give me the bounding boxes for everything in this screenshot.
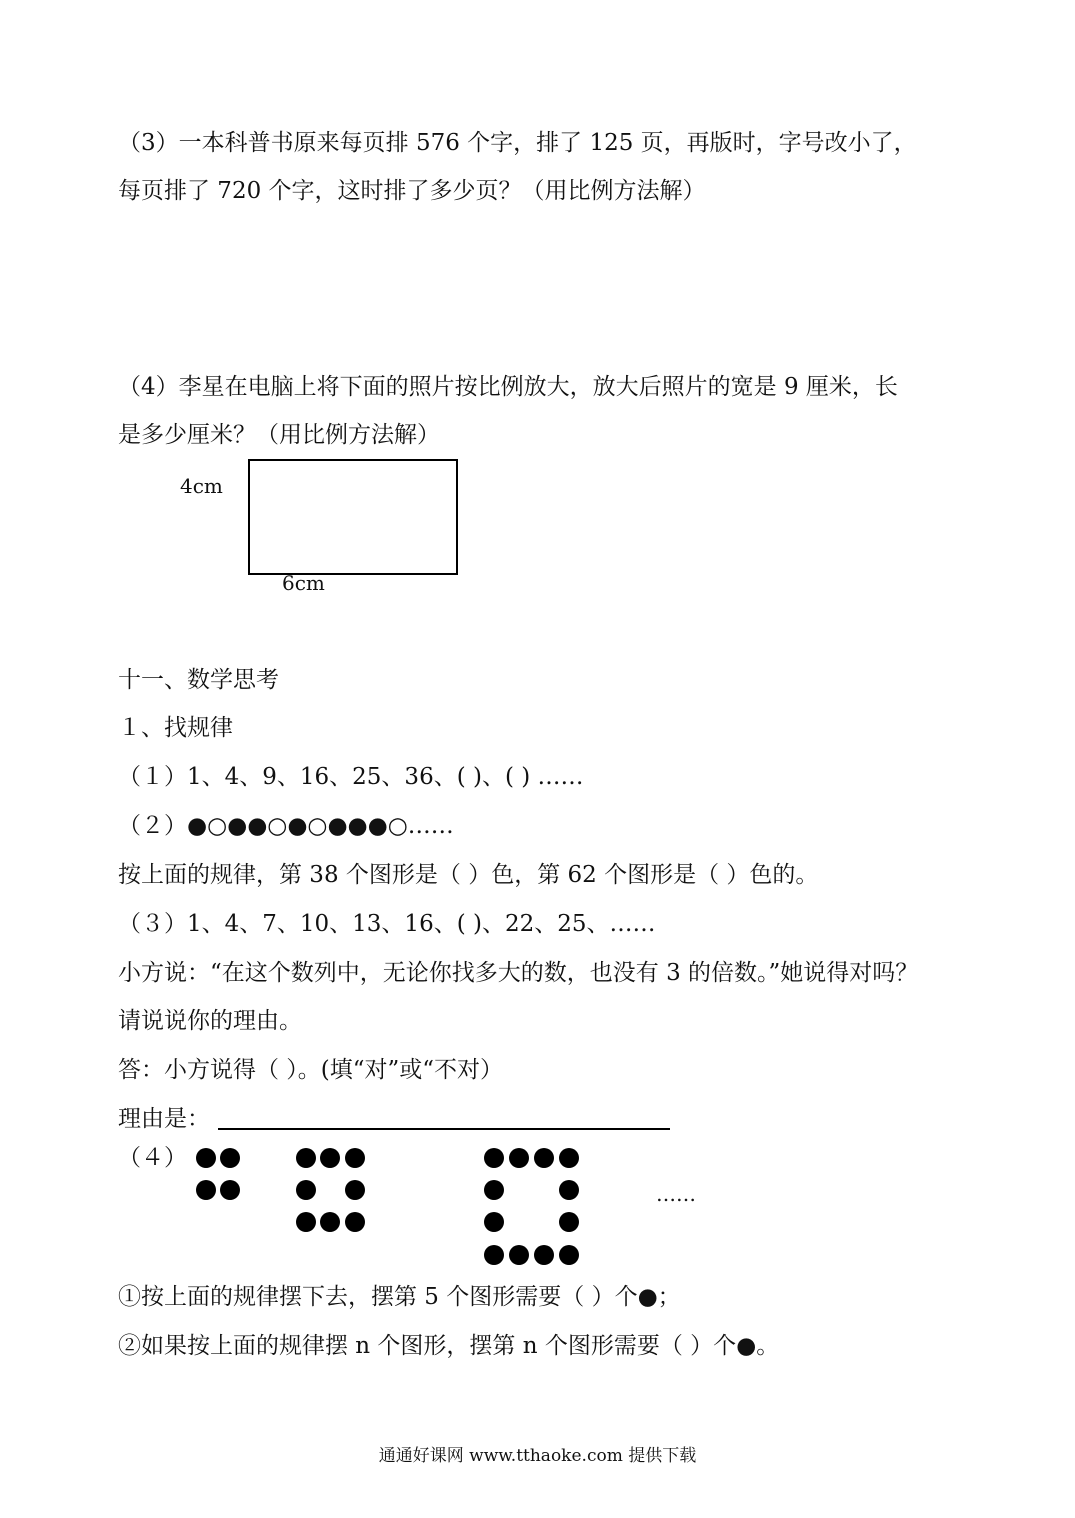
dot [484, 1245, 504, 1265]
pattern-3-answer: 答：小方说得（ ）。(填“对”或“不对） [118, 1057, 504, 1083]
pattern-4-question-2: ②如果按上面的规律摆 n 个图形，摆第 n 个图形需要（ ）个●。 [118, 1333, 780, 1359]
dot [484, 1180, 504, 1200]
photo-length-label: 6cm [282, 571, 325, 595]
dot [484, 1148, 504, 1168]
dot [345, 1148, 365, 1168]
pattern-3-ask: 请说说你的理由。 [118, 1008, 302, 1034]
subsection-title: １、找规律 [118, 715, 233, 741]
dot-figure-ellipsis: …… [656, 1182, 696, 1206]
dot [320, 1148, 340, 1168]
dot [559, 1180, 579, 1200]
dot [320, 1212, 340, 1232]
dot [296, 1212, 316, 1232]
reason-answer-line [218, 1128, 670, 1130]
photo-width-label: 4cm [180, 474, 223, 498]
question-4-line-2: 是多少厘米？（用比例方法解） [118, 422, 440, 448]
dot [345, 1212, 365, 1232]
dot [559, 1212, 579, 1232]
dot [534, 1245, 554, 1265]
dot [296, 1180, 316, 1200]
dot [196, 1180, 216, 1200]
dot [296, 1148, 316, 1168]
dot [220, 1180, 240, 1200]
dot [220, 1148, 240, 1168]
pattern-3-quote: 小方说：“在这个数列中，无论你找多大的数，也没有 3 的倍数。”她说得对吗？ [118, 960, 919, 986]
question-3-line-2: 每页排了 720 个字，这时排了多少页？（用比例方法解） [118, 178, 706, 204]
dot [534, 1148, 554, 1168]
dot [559, 1245, 579, 1265]
pattern-1: （１）1、4、9、16、25、36、( )、( ) …… [118, 764, 584, 790]
pattern-2-question: 按上面的规律，第 38 个图形是（ ）色，第 62 个图形是（ ）色的。 [118, 862, 819, 888]
dot [484, 1212, 504, 1232]
dot [509, 1245, 529, 1265]
dot [196, 1148, 216, 1168]
footer-credit: 通通好课网 www.tthaoke.com 提供下载 [378, 1446, 697, 1466]
pattern-3: （３）1、4、7、10、13、16、( )、22、25、…… [118, 911, 656, 937]
photo-rectangle [248, 459, 458, 575]
pattern-4-label: （４） [118, 1145, 187, 1171]
pattern-2: （２）●○●●○●○●●●○…… [118, 813, 454, 839]
dot [509, 1148, 529, 1168]
section-title: 十一、数学思考 [118, 667, 279, 693]
pattern-3-reason-label: 理由是： [118, 1106, 210, 1132]
dot [345, 1180, 365, 1200]
pattern-4-question-1: ①按上面的规律摆下去，摆第 5 个图形需要（ ）个●； [118, 1284, 681, 1310]
question-4-line-1: （4）李星在电脑上将下面的照片按比例放大，放大后照片的宽是 9 厘米，长 [118, 374, 898, 400]
question-3-line-1: （3）一本科普书原来每页排 576 个字，排了 125 页，再版时，字号改小了， [118, 130, 917, 156]
dot [559, 1148, 579, 1168]
